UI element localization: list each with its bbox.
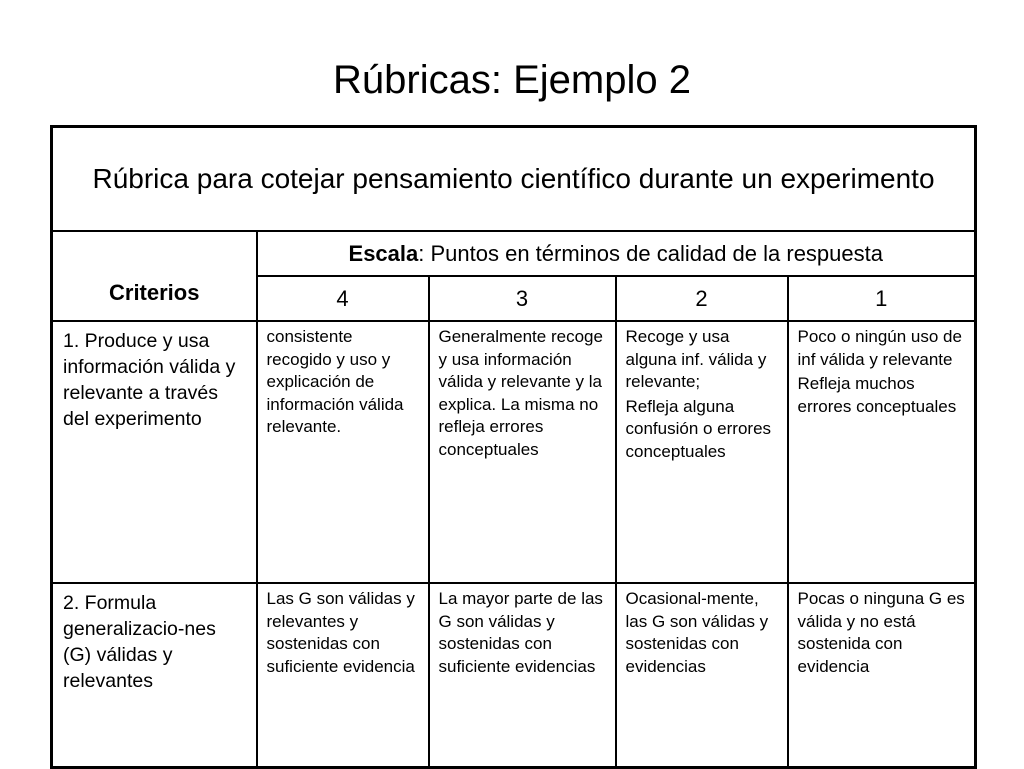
criterion-cell: 1. Produce y usa información válida y relevante a través del experimento — [52, 321, 257, 583]
descriptor-cell — [616, 321, 788, 583]
descriptor-text: Las G son válidas y relevantes y sostenidas con suficiente evidencia — [266, 589, 415, 676]
descriptor-text: Ocasional-mente, las G son válidas y sostenidas con evidencias — [625, 589, 769, 676]
descriptor-text: Poco o ningún uso de inf válida y relevante — [797, 327, 962, 369]
level-header: 3 — [429, 276, 616, 321]
table-row — [52, 583, 976, 768]
descriptor-cell — [616, 583, 788, 768]
descriptor-text: Refleja muchos errores conceptuales — [797, 374, 957, 416]
descriptor-text: consistente recogido y uso y explicación de información válida relevante. — [266, 327, 404, 436]
criterios-header: Criterios — [52, 231, 257, 321]
descriptor-text: La mayor parte de las G son válidas y sostenidas con suficiente evidencias — [438, 589, 603, 676]
descriptor-cell — [257, 583, 429, 768]
descriptor-text: Pocas o ninguna G es válida y no está sostenida con evidencia — [797, 589, 965, 676]
escala-header — [257, 231, 976, 276]
descriptor-cell — [257, 321, 429, 583]
descriptor-text: Generalmente recoge y usa información válida y relevante y la explica. La misma no refleja errores conceptuales — [438, 327, 603, 459]
page-title: Rúbricas: Ejemplo 2 — [333, 58, 691, 102]
level-header: 4 — [257, 276, 429, 321]
rubric-table — [50, 125, 977, 769]
table-row — [52, 321, 976, 583]
escala-description: : Puntos en términos de calidad de la respuesta — [418, 240, 883, 266]
escala-label: Escala — [348, 240, 419, 266]
criterion-cell: 2. Formula generalizacio-nes (G) válidas y relevantes — [52, 583, 257, 768]
rubric-title: Rúbrica para cotejar pensamiento científico durante un experimento — [52, 127, 976, 232]
descriptor-cell — [788, 321, 976, 583]
descriptor-text: Refleja alguna confusión o errores conceptuales — [625, 396, 772, 461]
rubric-title-row — [52, 127, 976, 232]
level-header: 1 — [788, 276, 976, 321]
descriptor-text: Recoge y usa alguna inf. válida y relevante; — [625, 327, 767, 391]
escala-row — [52, 231, 976, 276]
level-header: 2 — [616, 276, 788, 321]
descriptor-cell — [429, 321, 616, 583]
descriptor-cell — [788, 583, 976, 768]
descriptor-cell — [429, 583, 616, 768]
